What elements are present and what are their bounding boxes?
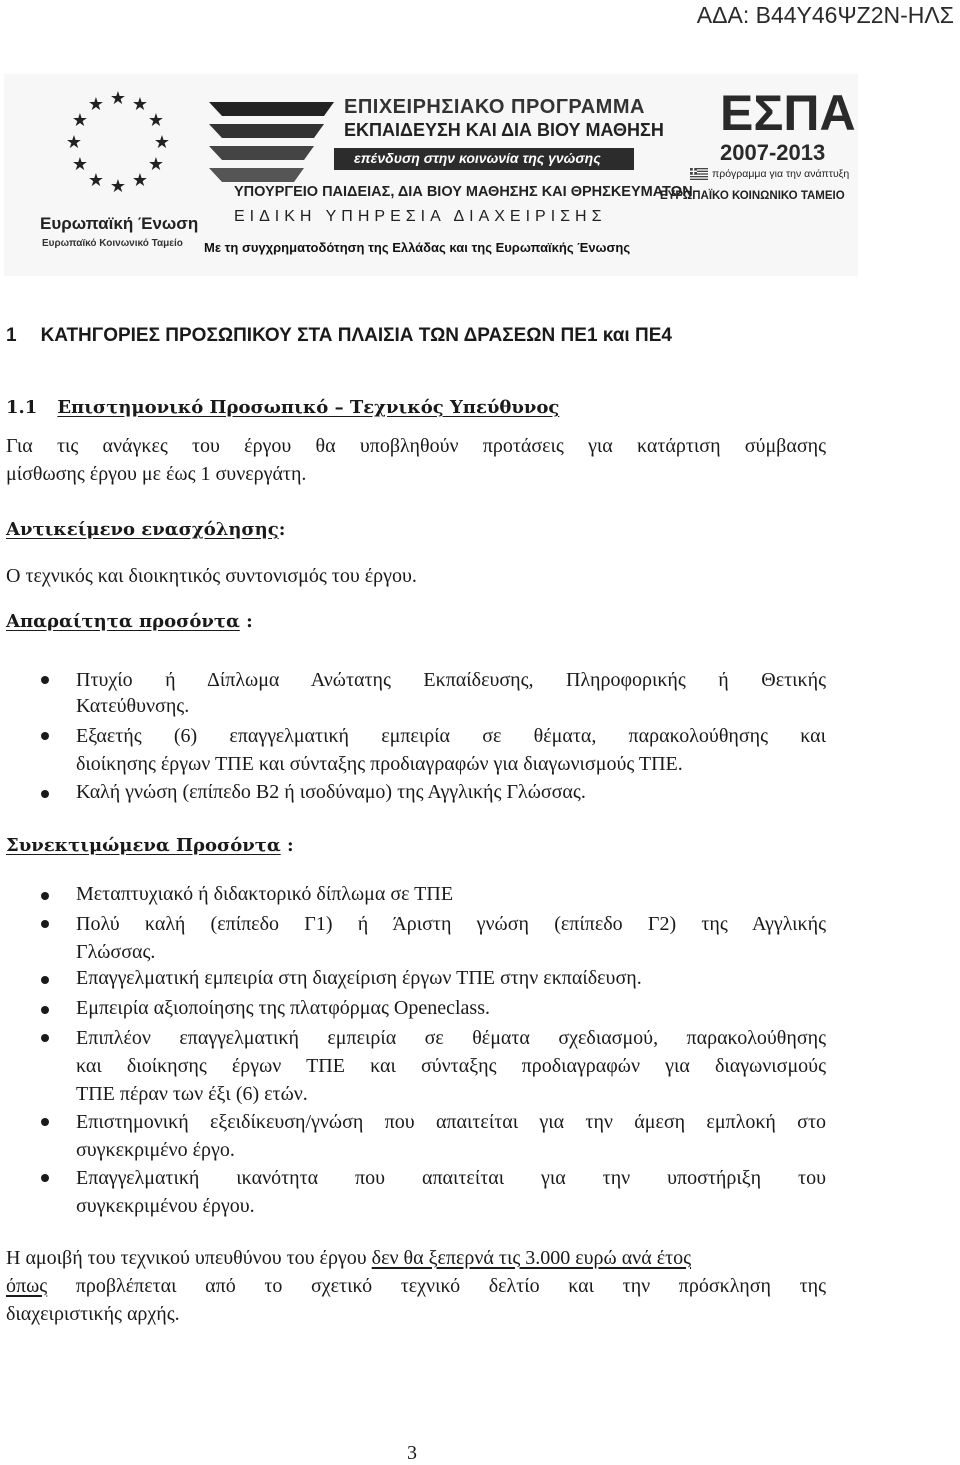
fee-line-2-text: προβλέπεται από το σχετικό τεχνικό δελτίο και την πρόσκληση της xyxy=(47,1275,826,1297)
weighted-item-5-line-3: ΤΠΕ πέραν των έξι (6) ετών. xyxy=(76,1083,308,1105)
ada-code: ΑΔΑ: Β44Υ46ΨΖ2Ν-ΗΛΣ xyxy=(696,2,954,28)
weighted-item-5-line-2: και διοίκησης έργων ΤΠΕ και σύνταξης προδιαγραφών για διαγωνισμούς xyxy=(76,1055,826,1077)
required-heading xyxy=(6,610,253,634)
weighted-item-6-line-1: Επιστημονική εξειδίκευση/γνώση που απαιτείται για την άμεση εμπλοκή στο xyxy=(76,1111,826,1133)
eu-fund-name: Ευρωπαϊκό Κοινωνικό Ταμείο xyxy=(42,238,183,249)
bullet-icon xyxy=(41,920,49,928)
weighted-heading-text: Συνεκτιμώμενα Προσόντα xyxy=(6,835,281,856)
espa-years: 2007-2013 xyxy=(720,140,826,165)
programme-title: ΕΠΙΧΕΙΡΗΣΙΑΚΟ ΠΡΟΓΡΑΜΜΑ xyxy=(344,96,645,118)
bullet-icon xyxy=(41,1174,49,1182)
required-item-3: Καλή γνώση (επίπεδο Β2 ή ισοδύναμο) της Αγγλικής Γλώσσας. xyxy=(76,781,586,803)
fee-line-2-underlined: όπως xyxy=(6,1275,48,1297)
page-number: 3 xyxy=(407,1442,417,1464)
espa-fund: ΕΥΡΩΠΑΪΚΟ ΚΟΙΝΩΝΙΚΟ ΤΑΜΕΙΟ xyxy=(660,190,845,202)
subsection-title: Επιστημονικό Προσωπικό – Τεχνικός Υπεύθυνος xyxy=(57,397,560,418)
svg-text:★: ★ xyxy=(87,94,105,114)
weighted-item-1: Μεταπτυχιακό ή διδακτορικό δίπλωμα σε ΤΠΕ xyxy=(76,883,454,905)
fee-line-1 xyxy=(6,1246,691,1270)
svg-text:★: ★ xyxy=(147,110,165,130)
weighted-item-7-line-2: συγκεκριμένου έργου. xyxy=(76,1195,255,1217)
required-heading-colon: : xyxy=(239,611,253,632)
svg-text:★: ★ xyxy=(71,110,89,130)
intro-line-2: μίσθωσης έργου με έως 1 συνεργάτη. xyxy=(6,463,307,485)
intro-line-1: Για τις ανάγκες του έργου θα υποβληθούν προτάσεις για κατάρτιση σύμβασης xyxy=(6,435,826,457)
scope-heading-colon: : xyxy=(278,519,286,540)
required-item-2-line-2: διοίκησης έργων ΤΠΕ και σύνταξης προδιαγραφών για διαγωνισμούς ΤΠΕ. xyxy=(76,753,683,775)
svg-text:★: ★ xyxy=(71,154,89,174)
weighted-item-2-line-2: Γλώσσας. xyxy=(76,941,156,963)
svg-text:★: ★ xyxy=(109,176,127,196)
bullet-icon xyxy=(41,1118,49,1126)
svg-text:★: ★ xyxy=(153,132,171,152)
svg-text:★: ★ xyxy=(65,132,83,152)
weighted-item-7-line-1: Επαγγελματική ικανότητα που απαιτείται για την υποστήριξη του xyxy=(76,1167,826,1189)
fee-line-1-text: Η αμοιβή του τεχνικού υπευθύνου του έργου xyxy=(6,1247,372,1269)
bullet-icon xyxy=(41,1034,49,1042)
cofinance-note: Με τη συγχρηματοδότηση της Ελλάδας και της Ευρωπαϊκής Ένωσης xyxy=(204,240,631,255)
bullet-icon xyxy=(41,892,49,900)
required-heading-text: Απαραίτητα προσόντα xyxy=(6,611,240,632)
eu-name: Ευρωπαϊκή Ένωση xyxy=(40,214,199,233)
ministry-name: ΥΠΟΥΡΓΕΙΟ ΠΑΙΔΕΙΑΣ, ΔΙΑ ΒΙΟΥ ΜΑΘΗΣΗΣ ΚΑΙ ΘΡΗΣΚΕΥΜΑΤΩΝ xyxy=(234,184,693,200)
subsection-heading xyxy=(6,396,559,420)
fee-line-2 xyxy=(6,1272,826,1300)
fee-line-3: διαχειριστικής αρχής. xyxy=(6,1303,180,1325)
weighted-heading xyxy=(6,834,294,858)
section-number: 1 xyxy=(6,325,17,346)
scope-heading xyxy=(6,518,285,542)
svg-text:★: ★ xyxy=(87,170,105,190)
fee-amount-text: δεν θα ξεπερνά τις 3.000 ευρώ ανά έτος xyxy=(371,1247,692,1269)
svg-text:★: ★ xyxy=(131,170,149,190)
bullet-icon xyxy=(41,976,49,984)
svg-text:★: ★ xyxy=(147,154,165,174)
bullet-icon xyxy=(41,1006,49,1014)
section-heading xyxy=(6,324,672,348)
required-item-1-line-2: Κατεύθυνσης. xyxy=(76,695,190,717)
weighted-item-5-line-1: Επιπλέον επαγγελματική εμπειρία σε θέματα σχεδιασμού, παρακολούθησης xyxy=(76,1027,826,1049)
bullet-icon xyxy=(41,732,49,740)
scope-text: Ο τεχνικός και διοικητικός συντονισμός του έργου. xyxy=(6,565,417,587)
weighted-item-3: Επαγγελματική εμπειρία στη διαχείριση έργων ΤΠΕ στην εκπαίδευση. xyxy=(76,967,642,989)
scope-heading-text: Αντικείμενο ενασχόλησης xyxy=(6,519,279,540)
weighted-item-4: Εμπειρία αξιοποίησης της πλατφόρμας Openeclass. xyxy=(76,997,490,1019)
section-title: ΚΑΤΗΓΟΡΙΕΣ ΠΡΟΣΩΠΙΚΟΥ ΣΤΑ ΠΛΑΙΣΙΑ ΤΩΝ ΔΡΑΣΕΩΝ ΠΕ1 και ΠΕ4 xyxy=(40,325,672,346)
bullet-icon xyxy=(41,676,49,684)
programme-subtitle: ΕΚΠΑΙΔΕΥΣΗ ΚΑΙ ΔΙΑ ΒΙΟΥ ΜΑΘΗΣΗ xyxy=(344,120,664,140)
subsection-number: 1.1 xyxy=(6,397,38,418)
svg-text:★: ★ xyxy=(131,94,149,114)
bullet-icon xyxy=(41,790,49,798)
espa-wordmark: ΕΣΠΑ xyxy=(720,85,856,141)
agency-name: ΕΙΔΙΚΗ ΥΠΗΡΕΣΙΑ ΔΙΑΧΕΙΡΙΣΗΣ xyxy=(234,208,607,225)
weighted-item-6-line-2: συγκεκριμένο έργο. xyxy=(76,1139,235,1161)
required-item-1-line-1: Πτυχίο ή Δίπλωμα Ανώτατης Εκπαίδευσης, Πληροφορικής ή Θετικής xyxy=(76,669,826,691)
programme-slogan: επένδυση στην κοινωνία της γνώσης xyxy=(354,150,601,166)
espa-tagline: πρόγραμμα για την ανάπτυξη xyxy=(712,168,850,180)
svg-text:★: ★ xyxy=(109,88,127,108)
required-item-2-line-1: Εξαετής (6) επαγγελματική εμπειρία σε θέματα, παρακολούθησης και xyxy=(76,725,826,747)
weighted-item-2-line-1: Πολύ καλή (επίπεδο Γ1) ή Άριστη γνώση (επίπεδο Γ2) της Αγγλικής xyxy=(76,913,826,935)
weighted-heading-colon: : xyxy=(280,835,294,856)
